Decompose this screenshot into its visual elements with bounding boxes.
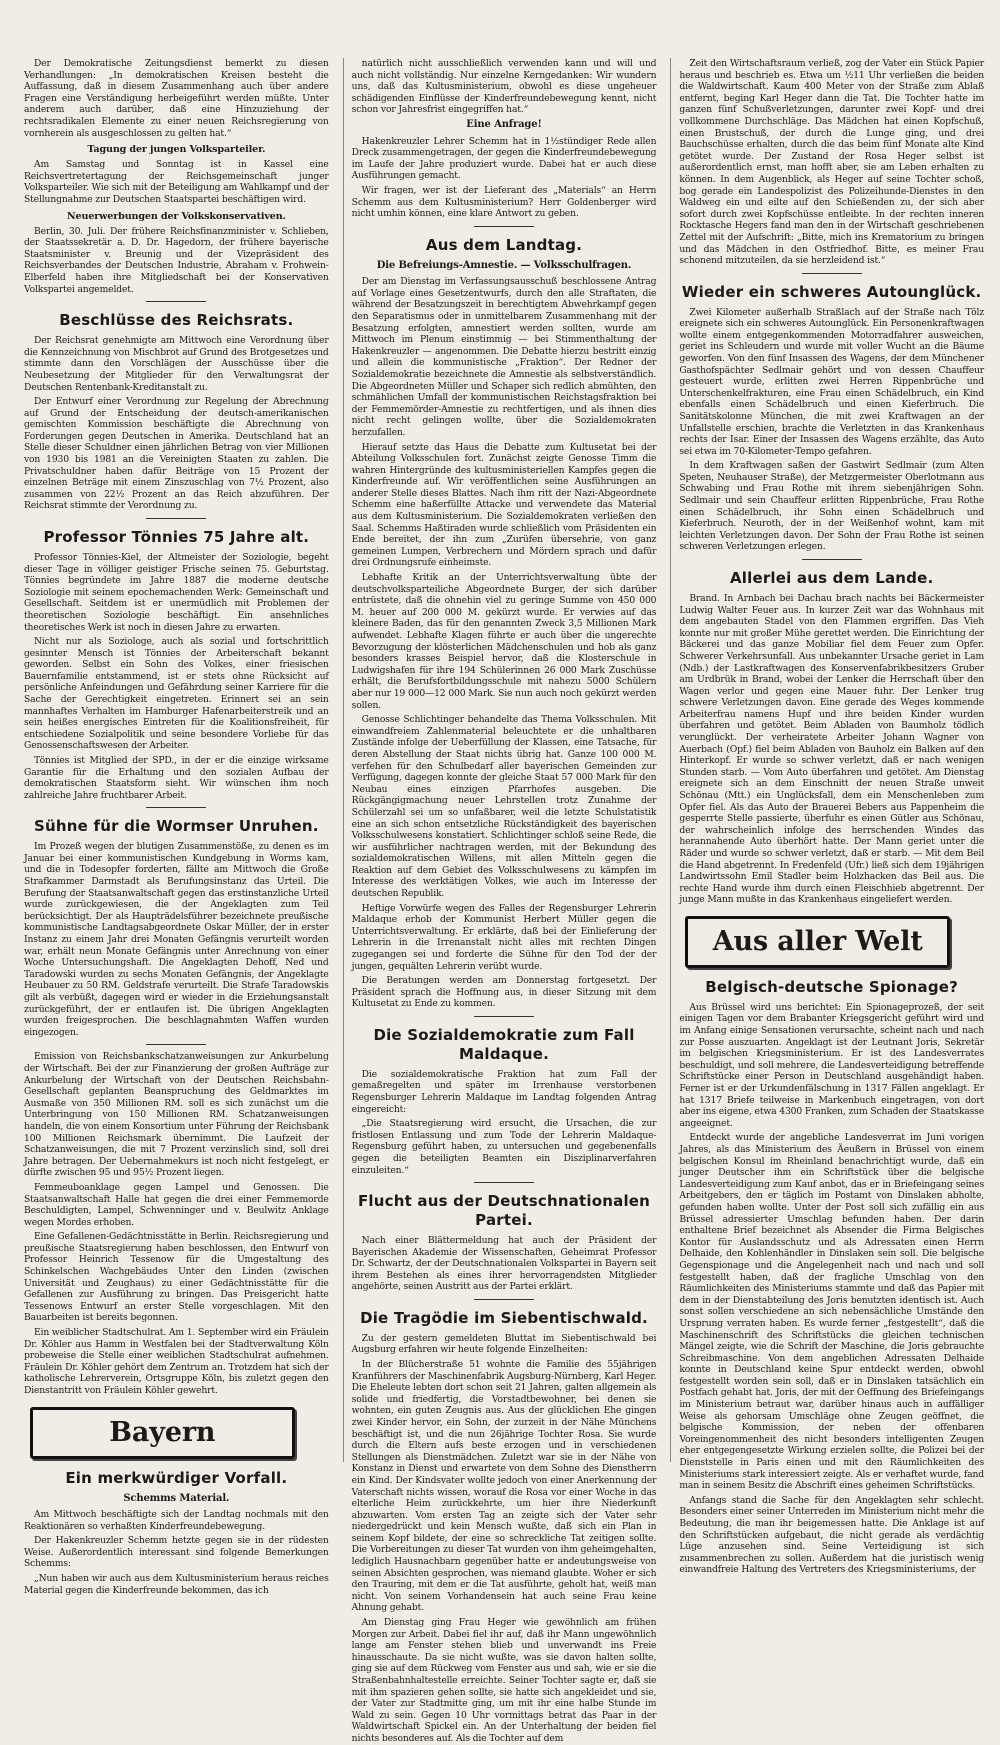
paragraph: Lebhafte Kritik an der Unterrichtsverwaltung übte der deutschvolksparteiliche Abgeordnete Burger, der sich darüber entrüstete, daß die ohnehin viel zu geringe Summe von 450 000 M. heuer auf 200 000 M. gekürzt wurde. Er verwies auf das kleinere Baden, das für den genannten Zweck 3,5 Millionen Mark aufwendet. Lebhafte Klagen führte er auch über die ungerechte Bevorzugung der klösterlichen Mädchenschulen und hob als ganz besonders krasses Beispiel hervor, daß die Klosterschule in Ludwigshafen für ihre 194 Schülerinnen 26 000 Mark Zuschüsse erhält, die Berufsfortbildungsschule mit nahezu 5000 Schülern aber nur 19 000—12 000 Mark. Sie nun auch noch gekürzt werden sollen. xyxy=(351,572,657,711)
paragraph: Professor Tönnies-Kiel, der Altmeister der Soziologie, begeht dieser Tage in völliger geistiger Frische seinen 75. Geburtstag. Tönnies begründete im Jahre 1887 die moderne deutsche Soziologie mit seinem epochemachenden Werk: Gemeinschaft und Gesellschaft. Seitdem ist er unermüdlich mit Problemen der theoretischen Soziologie beschäftigt. Ein ansehnliches theoretisches Werk ist noch in diesen Jahre zu erwarten. xyxy=(24,551,329,633)
paragraph: Emission von Reichsbankschatzanweisungen zur Ankurbelung der Wirtschaft. Bei der zur Finanzierung der großen Aufträge zur Ankurbelung der Wirtschaft von der Deutschen Reichsbahn-Gesellschaft geplanten Beanspruchung des Geldmarktes im Ausmaße von 350 Millionen RM. soll es sich zunächst um die Unterbringung von 150 Millionen RM. Schatzanweisungen handeln, die von einem Konsortium unter Führung der Reichsbank 100 Millionen Reichsmark übernimmt. Die Laufzeit der Schatzanweisungen, die mit 7 Prozent verzinslich sind, soll drei Jahre betragen. Der Uebernahmekurs ist noch nicht festgelegt, er dürfte zwischen 95 und 95½ Prozent liegen. xyxy=(24,1051,329,1179)
divider xyxy=(146,807,206,808)
subheading: Neuerwerbungen der Volkskonservativen. xyxy=(66,210,286,222)
paragraph: Aus Brüssel wird uns berichtet: Ein Spionageprozeß, der seit einigen Tagen vor dem Brabanter Kriegsgericht geführt wird und im Anfang einige Sensationen verursachte, scheint nach und nach zur Posse auszuarten. Angeklagt ist der Leutnant Joris, Sekretär im belgischen Kriegsministerium. Er ist des Landesverrates beschuldigt, und soll mehrere, die Landesverteidigung betreffende Schriftstücke einer Person in Deutschland ausgehändigt haben. Ferner ist er der Urkundenfälschung in 1317 Fällen angeklagt. Er hat 1317 Briefe teilweise in Markenbuch eingetragen, von dort aber ins eigene, etwa 4300 Franken, zum Schaden der Staatskasse angeeignet. xyxy=(679,1001,985,1129)
paragraph: Nicht nur als Soziologe, auch als sozial und fortschrittlich gesinnter Mensch ist Tönnies der Arbeiterschaft bekannt geworden. Selbst ein Sohn des Volkes, einer friesischen Bauernfamilie entstammend, ist er stets ohne Rücksicht auf persönliche Anfeindungen und Gefährdung seiner Karriere für die Sache der Gerechtigkeit eingetreten. Erinnert sei an sein mannhaftes Verhalten im Hamburger Hafenarbeiterstreik und an sein heißes energisches Eintreten für die Koalitionsfreiheit, für entschiedene Sozialpolitik und seine besondere Vorliebe für das Genossenschaftswesen der Arbeiter. xyxy=(24,636,329,752)
paragraph: Nach einer Blättermeldung hat auch der Präsident der Bayerischen Akademie der Wissenschaften, Geheimrat Professor Dr. Schwartz, der der Deutschnationalen Volkspartei in Bayern seit ihrem Bestehen als eines ihrer hervorragendsten Mitglieder angehörte, seinen Austritt aus der Partei erklärt. xyxy=(351,1234,657,1293)
divider xyxy=(802,559,862,560)
paragraph: Hakenkreuzler Lehrer Schemm hat in 1½stündiger Rede allen Dreck zusammengetragen, der gegen die Kinderfreundebewegung im Laufe der Jahre produziert wurde. Dabei hat er auch diese Ausführungen gemacht. xyxy=(351,135,657,182)
divider xyxy=(474,226,534,227)
paragraph: Heftige Vorwürfe wegen des Falles der Regensburger Lehrerin Maldaque erhob der Kommunist Herbert Müller gegen die Unterrichtsverwaltung. Er erklärte, daß bei der Einlieferung der Lehrerin in die Irrenanstalt nicht alles mit rechten Dingen zugegangen sei und forderte die Sühne für den Tod der der jungen, gequälten Lehrerin verübt wurde. xyxy=(351,902,657,972)
divider xyxy=(474,1016,534,1017)
paragraph: Anfangs stand die Sache für den Angeklagten sehr schlecht. Besonders einer seiner Unterreden im Ministerium nicht mehr die Bedeutung, die man ihr beigemessen hatte. Die Anklage ist auf den Schriftstücken aufgebaut, die nicht gerade als verdächtig Lüge anzusehen sind. Seine Verteidigung ist sich zusammenbrechen zu sollen. Außerdem hat die juristisch wenig einwandfreie Haltung des Vertreters des Kriegsministeriums, der xyxy=(679,1494,985,1576)
paragraph: Der Hakenkreuzler Schemm hetzte gegen sie in der rüdesten Weise. Außerordentlich interessant sind folgende Bemerkungen Schemms: xyxy=(24,1535,329,1570)
paragraph: „Nun haben wir auch aus dem Kultusministerium heraus reiches Material gegen die Kinderfreunde bekommen, das ich xyxy=(24,1573,329,1596)
paragraph: Femmeuboanklage gegen Lampel und Genossen. Die Staatsanwaltschaft Halle hat gegen die drei einer Femmemorde Beschuldigten, Lampel, Schwenninger und v. Beulwitz Anklage wegen Mordes erhoben. xyxy=(24,1181,329,1228)
paragraph: Eine Gefallenen-Gedächtnisstätte in Berlin. Reichsregierung und preußische Staatsregierung haben beschlossen, den Entwurf von Professor Heinrich Tessenow für die Umgestaltung des Schinkelschen Wachgebäudes Unter den Linden (zwischen Universität und Zeughaus) zu einer Gedächtnisstätte für die Gefallenen zur Ausführung zu bringen. Das Preisgericht hatte Tessenows Entwurf an erster Stelle vorgeschlagen. Mit den Bauarbeiten ist bereits begonnen. xyxy=(24,1231,329,1324)
article-headline: Allerlei aus dem Lande. xyxy=(729,569,934,588)
kicker: Schemms Material. xyxy=(123,1492,230,1504)
paragraph: Der Demokratische Zeitungsdienst bemerkt zu diesen Verhandlungen: „In demokratischen Kreisen besteht die Auffassung, daß in diesem Zusammenhang auch über andere Fragen eine Verständigung herbeigeführt werden müßte. Unter anderem auch darüber, daß eine Hinzuziehung der rechtsradikalen Elemente zu einer neuen Reichsregierung von vornherein als ausgeschlossen zu gelten hat.“ xyxy=(24,58,329,139)
section-banner-aus-aller-welt: Aus aller Welt xyxy=(685,916,950,968)
paragraph: Im Prozeß wegen der blutigen Zusammenstöße, zu denen es im Januar bei einer kommunistischen Kundgebung in Worms kam, und die in Todesopfer forderten, fällte am Mittwoch die Große Strafkammer Darmstadt als Berufungsinstanz das Urteil. Die Berufung der Staatsanwaltschaft gegen das erstinstanzliche Urteil wurde zurückgewiesen, die der Angeklagten zum Teil berücksichtigt. Der als Haupträdelsführer bezeichnete preußische kommunistische Landtagsabgeordnete Oskar Müller, der in erster Instanz zu einem Jahr drei Monaten Gefängnis verurteilt worden war, erhält neun Monate Gefängnis unter Anrechnung von einer Woche Untersuchungshaft. Die Angeklagten Dehoff, Ned und Taradowski wurden zu sechs Monaten Gefängnis, der Angeklagte Heubauer zu 50 RM. Geldstrafe verurteilt. Die Strafe Taradowskis gilt als verbüßt, dagegen wird er wieder in die Erziehungsanstalt zurückgeführt, der er entlaufen ist. Die übrigen Angeklagten wurden freigesprochen. Die beschlagnahmten Waffen wurden eingezogen. xyxy=(24,841,329,1038)
paragraph: „Die Staatsregierung wird ersucht, die Ursachen, die zur fristlosen Entlassung und zum Tode der Lehrerin Maldaque-Regensburg geführt haben, zu untersuchen und gegebenenfalls gegen die beteiligten Beamten ein Disziplinarverfahren einzuleiten.“ xyxy=(351,1118,657,1176)
article-headline: Wieder ein schweres Autounglück. xyxy=(681,282,982,301)
paragraph: Genosse Schlichtinger behandelte das Thema Volksschulen. Mit einwandfreiem Zahlenmaterial beleuchtete er die unhaltbaren Zustände infolge der Ueberfüllung der Klassen, eine Tatsache, für deren Abstellung der Staat nichts übrig hat. Ganze 100 000 M. verfehen für den Schulbedarf aller bayerischen Gemeinden zur Verfügung, dagegen konnte der gleiche Staat 57 000 Mark für den Neubau eines einzigen Pfarrhofes ausgeben. Die Rückgängigmachung neuer Lehrstellen trotz Zunahme der Schülerzahl sei um so unfaßbarer, weil die letzte Schulstatistik eine an sich schon entsetzliche Rückständigkeit des bayerischen Volksschulwesens konstatiert. Schlichtinger schloß seine Rede, die wir ausführlicher nachtragen werden, mit der Bekundung des sozialdemokratischen Willens, mit allen Mitteln gegen die Reaktion auf dem Gebiet des Volksschulwesens zu kämpfen im Interesse des werktätigen Volkes, wie auch im Interesse der deutschen Republik. xyxy=(351,714,657,900)
paragraph: Berlin, 30. Juli. Der frühere Reichsfinanzminister v. Schlieben, der Staatssekretär a. D. Dr. Hagedorn, der frühere bayerische Staatsminister v. Breunig und der Vizepräsident des Reichsverbandes der Deutschen Industrie, Abraham v. Frohwein-Elberfeld haben ihre Mitgliedschaft bei der Konservativen Volkspartei angemeldet. xyxy=(24,225,329,295)
divider xyxy=(146,1044,206,1045)
article-headline: Professor Tönnies 75 Jahre alt. xyxy=(43,528,310,547)
paragraph: Am Dienstag ging Frau Heger wie gewöhnlich am frühen Morgen zur Arbeit. Dabei fiel ihr auf, daß ihr Mann ungewöhnlich lange am Fenster stehen blieb und unverwandt ins Freie hinausschaute. Da sie nicht wußte, was sie davon halten sollte, ging sie auf dem Rückweg vom Fenster aus und sah, wie er sie die Straßenbahnhaltestelle erreichte. Seiner Tochter sagte er, daß sie mit ihm spazieren gehen sollte, sie hatte sich angekleidet und sie, der Vater zur Stadtmitte ging, um mit ihr eine halbe Stunde im Wald zu sein. Gegen 10 Uhr vormittags betrat das Paar in der Waldwirtschaft Spickel ein. An der Unterhaltung der beiden fiel nichts besonderes auf. Als die Tochter auf dem xyxy=(351,1617,657,1744)
kicker: Eine Anfrage! xyxy=(466,118,542,130)
paragraph: Die sozialdemokratische Fraktion hat zum Fall der gemaßregelten und später im Irrenhause verstorbenen Regensburger Lehrerin Maldaque im Landtag folgenden Antrag eingereicht: xyxy=(351,1068,657,1115)
paragraph: Die Beratungen werden am Donnerstag fortgesetzt. Der Präsident sprach die Hoffnung aus, in dieser Sitzung mit dem Kultusetat zu Ende zu kommen. xyxy=(351,975,657,1010)
paragraph: Tönnies ist Mitglied der SPD., in der er die einzige wirksame Garantie für die Erhaltung und den sozialen Aufbau der demokratischen Staatsform sieht. Wir wünschen ihm noch zahlreiche Jahre fruchtbarer Arbeit. xyxy=(24,755,329,801)
article-headline: Die Tragödie im Siebentischwald. xyxy=(360,1308,648,1327)
paragraph: Zu der gestern gemeldeten Bluttat im Siebentischwald bei Augsburg erfahren wir heute folgende Einzelheiten: xyxy=(351,1332,657,1356)
paragraph: Der Reichsrat genehmigte am Mittwoch eine Verordnung über die Kennzeichnung von Mischbrot auf Grund des Brotgesetzes und stimmte dann den Vorschlägen der Ausschüsse über die Neubesetzung der Mitglieder für den Verwaltungsrat der Deutschen Rentenbank-Kreditanstalt zu. xyxy=(24,335,329,393)
column-left xyxy=(24,58,329,1596)
divider xyxy=(802,273,862,274)
article-headline: Ein merkwürdiger Vorfall. xyxy=(65,1468,288,1487)
column-middle xyxy=(343,58,657,1744)
section-banner-bayern: Bayern xyxy=(30,1407,295,1459)
divider xyxy=(146,518,206,519)
article-headline: Beschlüsse des Reichsrats. xyxy=(59,311,294,330)
divider xyxy=(474,1182,534,1183)
article-headline: Sühne für die Wormser Unruhen. xyxy=(34,817,319,836)
paragraph: Wir fragen, wer ist der Lieferant des „Materials“ an Herrn Schemm aus dem Kultusministerium? Herr Goldenberger wird nicht umhin können, eine klare Antwort zu geben. xyxy=(351,184,657,220)
subheading: Tagung der jungen Volksparteiler. xyxy=(87,144,266,156)
divider xyxy=(474,1299,534,1300)
divider xyxy=(146,301,206,302)
paragraph: Am Mittwoch beschäftigte sich der Landtag nochmals mit den Reaktionären so verhaßten Kinderfreundebewegung. xyxy=(24,1509,329,1532)
paragraph: Hierauf setzte das Haus die Debatte zum Kultusetat bei der Abteilung Volksschulen fort. Zunächst zeigte Genosse Timm die wahren Hintergründe des kultusministeriellen Kampfes gegen die Kinderfreunde auf. Wir veröffentlichen seine Ausführungen an anderer Stelle dieses Blattes. Nach ihm ritt der Nazi-Abgeordnete Schemm eine haßerfüllte Attacke und verwendete das Material aus dem Kultusministerium. Die Sozialdemokraten verließen den Saal. Schemms Haßtiraden wurde schließlich vom Präsidenten ein Ende bereitet, der ihn zum „Zurüfen übersehrie, von ganz gemeinen Lumpen, Verbrechern und Mördern sprach und dafür drei Ordnungsrufe einheimste. xyxy=(351,441,657,569)
article-headline: Belgisch-deutsche Spionage? xyxy=(705,977,959,996)
article-headline: Die Sozialdemokratie zum Fall Maldaque. xyxy=(373,1026,635,1063)
paragraph: Der Entwurf einer Verordnung zur Regelung der Abrechnung auf Grund der Entscheidung der deutsch-amerikanischen gemischten Kommission beschäftigte die Abrechnung von Forderungen gegen Deutschen in Amerika. Deutschland hat an Stelle dieser Schuldner einen jährlichen Betrag von vier Millionen von 1930 bis 1981 an die Vereinigten Staaten zu zahlen. Die Privatschuldner haben dafür Beiträge von 15 Prozent der einzelnen Beträge mit einem Zinszuschlag von 7½ Prozent, also zusammen von 22½ Prozent an das Reich abzuführen. Der Reichsrat stimmte der Verordnung zu. xyxy=(24,396,329,512)
kicker: Die Befreiungs-Amnestie. — Volksschulfragen. xyxy=(376,259,632,271)
paragraph: Zeit den Wirtschaftsraum verließ, zog der Vater ein Stück Papier heraus und beschrieb es. Etwa um ½11 Uhr verließen die beiden die Waldwirtschaft. Kaum 400 Meter von der Straße zum Ablaß entfernt, beging Karl Heger dann die Tat. Die Tochter hatte im ganzen fünf Schußverletzungen, darunter zwei Kopf- und drei vollkommene Durchschläge. Das Mädchen hat einen Kopfschuß, einen Brustschuß, der durch die Lunge ging, und drei Bauchschüsse erhalten, durch die das beim fünf Monate alte Kind getötet wurde. Der Zustand der Rosa Heger selbst ist außerordentlich ernst, man hofft aber, sie am Leben erhalten zu können. In dem Augenblick, als Heger auf seine Tochter schoß, bog gerade ein Landespolizist des Polizeihunde-Dienstes in den Waldweg ein und eilte auf den Schießenden zu, der sich aber sofort durch zwei Kopfschüsse entleibte. In der rechten inneren Rocktasche Hegers fand man den in der Wirtschaft geschriebenen Zettel mit der Aufschrift: „Bitte, mich ins Krematorium zu bringen und das Mädchen in den Ostfriedhof. Bitte, es meiner Frau schonend mitzuteilen, da sie herzleidend ist.“ xyxy=(679,58,985,267)
article-headline: Aus dem Landtag. xyxy=(425,235,583,254)
paragraph: Der am Dienstag im Verfassungsausschuß beschlossene Antrag auf Vorlage eines Gesetzentwurfs, durch den alle Straftaten, die während der Besatzungszeit in berechtigtem Abwehrkampf gegen den Separatismus oder in unmittelbarem Zusammenhang mit der Besatzung erfolgten, amnestiert werden sollten, wurde am Mittwoch im Plenum einstimmig — bei Stimmenthaltung der Hakenkreuzler — angenommen. Die Debatte hierzu bestritt einzig und allein die kommunistische „Fraktion“. Der Redner der Sozialdemokratie bezeichnete die Amnestie als selbstverständlich. Die Abgeordneten Müller und Schaper sich redlich abmühten, den schmählichen Umfall der kommunistischen Reichstagsfraktion bei der Femmemörder-Amnestie zu rechtfertigen, und als ihnen dies nicht recht gelingen wollte, über die Sozialdemokraten herzufallen. xyxy=(351,276,657,438)
column-right xyxy=(670,58,985,1576)
paragraph: Zwei Kilometer außerhalb Straßlach auf der Straße nach Tölz ereignete sich ein schweres Autounglück. Ein Personenkraftwagen wollte einem entgegenkommenden Motorradfahrer ausweichen, geriet ins Schleudern und wurde mit voller Wucht an die Bäume geworfen. Von den fünf Insassen des Wagens, der dem Münchener Gasthofspächter Sedlmair gehört und von dessen Chauffeur gesteuert wurde, erlitten zwei Herren Rippenbrüche und Unterschenkelfrakturen, eine Frau einen Schädelbruch, ein Kind ebenfalls einen Schädelbruch und einen Kieferbruch. Die Sanitätskolonne München, die mit zwei Kraftwagen an der Unfallstelle erschien, brachte die Verletzten in das Krankenhaus rechts der Isar. Einer der Insassen des Wagens erzählte, das Auto sei etwa im 70-Kilometer-Tempo gefahren. xyxy=(679,306,985,457)
article-headline: Flucht aus der Deutschnationalen Partei. xyxy=(357,1192,651,1230)
paragraph: natürlich nicht ausschließlich verwenden kann und will und auch nicht vollständig. Nur einzelne Kerngedanken: Wir wundern uns, daß das Kultusministerium, obwohl es diese ungeheuer schädigenden Einflüsse der Kinderfreundebewegung kennt, nicht schon vor Jahresfrist eingegriffen hat.“ xyxy=(351,58,657,116)
paragraph: In der Blücherstraße 51 wohnte die Familie des 55jährigen Kranführers der Maschinenfabrik Augsburg-Nürnberg, Karl Heger. Die Eheleute lebten dort schon seit 21 Jahren, galten allgemein als solide und friedfertig, die Vorstadtbewohner, bei denen sie wohnten, ein guten Zeugnis aus. Aus der glücklichen Ehe gingen zwei Kinder hervor, ein Sohn, der zurzeit in der Nähe Münchens beschäftigt ist, und die nun 26jährige Tochter Rosa. Sie wurde durch die Eltern aufs beste erzogen und in verschiedenen Stellungen als Dienstmädchen. Zuletzt war sie in der Nähe von Konstanz in Dienst und erwartete von dem Sohne des Dienstherrn ein Kind. Der Kindsvater wollte jedoch von einer Anerkennung der Vaterschaft nichts wissen, worauf die Rosa vor einer Woche in das elterliche Heim zurückkehrte, um hier ihre Niederkunft abzuwarten. Vom ersten Tag an zeigte sich der Vater sehr niedergedrückt und kein Mensch wußte, daß sich ein Plan in seinem Kopf bildete, der eine so schreckliche Tat zeitigen sollte. Die Vorbereitungen zu dieser Tat wurden von ihm geheimgehalten, lediglich Hausnachbarn gegenüber hatte er andeutungsweise von seinen Absichten gesprochen, was niemand glaubte. Woher er sich den Trauring, mit dem er die Tat ausführte, geholt hat, weiß man nicht. Von seinem Vorhandensein hat auch seine Frau keine Ahnung gehabt. xyxy=(351,1358,657,1614)
paragraph: In dem Kraftwagen saßen der Gastwirt Sedlmair (zum Alten Speten, Neuhauser Straße), der Metzgermeister Oberlotmann aus Schwabing und Frau Rothe mit ihrem siebenjährigen Sohn. Sedlmair und sein Chauffeur erlitten Rippenbrüche, Frau Rothe einen Schädelbruch, ihr Sohn einen Schädelbruch und Kieferbruch. Neuroth, der in der Weißenhof wohnt, kam mit leichten Verletzungen davon. Der Sohn der Frau Rothe ist seinen schweren Verletzungen erlegen. xyxy=(679,460,985,553)
paragraph: Ein weiblicher Stadtschulrat. Am 1. September wird ein Fräulein Dr. Köhler aus Hamm in Westfalen bei der Stadtverwaltung Köln probeweise die Stelle einer weiblichen Stadtschulrat aufnehmen. Fräulein Dr. Köhler gehört dem Zentrum an. Trotzdem hat sich der katholische Lehrerverein, Ortsgruppe Köln, bis zuletzt gegen den Dienstantritt von Fräulein Köhler gewehrt. xyxy=(24,1327,329,1397)
paragraph: Entdeckt wurde der angebliche Landesverrat im Juni vorigen Jahres, als das Ministerium des Äeußern in Brüssel von einem belgischen Konsul im Rheinland benachrichtigt wurde, daß ein junger Deutscher ihm ein Schriftstück über die belgische Landesverteidigung zum Kauf anbot, das er in Briefeingang seines Arbeitgebers, den er täglich im Postamt von Dinslaken abholte, gefunden haben wollte. Unter der Post soll sich zufällig ein aus Brüssel adressierter Umschlag befunden haben. Der darin enthaltene Brief bezeichnet als Absender die Firma Belgisches Kontor für Auslandsschutz und als Adressaten einen Herrn Delhaide, den Kohlenhändler in Dinslaken sein soll. Die belgische Gegenspionage und die Angelegenheit nach und nach und soll festgestellt haben, daß der fragliche Umschlag von den Räumlichkeiten des Ministeriums stammte und daß das Papier mit dem in der Dienstabteilung des Joris benutzten identisch ist. Auch sonst sollen verschiedene an sich nebensächliche Umstände den Ursprung verraten haben. Es wurde ferner „festgestellt“, daß die Maschinenschrift des Schriftstücks die gleichen technischen Mängel zeigte, wie die Schrift der Maschine, die Joris gebrauchte Schreibmaschine. Von dem angeblichen Adressaten Delhaide konnte in Deutschland keine Spur entdeckt werden, obwohl festgestellt worden sein soll, daß er in Dinslaken tatsächlich ein Postfach gehabt hat. Joris, der mit der Oeffnung des Briefeingangs im Ministerium betraut war, darüber hinaus auch in auffälliger Weise als gehorsam Umschläge ohne Zeugen geöffnet, die belgische Kommission, der neben der offenbaren Voreingenommenheit des nicht besonders intelligenten Zeugen eher entgegengesetzte Wirkung erzielen sollte, die Polizei bei der Dienststelle in Paris einen und mit den Räumlichkeiten des Ministeriums stark interessiert zeigte. Als er verhaftet wurde, fand man in seinem Besitz die Abschrift eines geheimen Schriftstücks. xyxy=(679,1132,985,1492)
paragraph: Brand. In Arnbach bei Dachau brach nachts bei Bäckermeister Ludwig Walter Feuer aus. In kurzer Zeit war das Wohnhaus mit dem angebauten Stadel von den Flammen ergriffen. Das Vieh konnte nur mit großer Mühe gerettet werden. Die Einrichtung der Bäckerei und das ganze Mobiliar fiel dem Feuer zum Opfer. Schwerer Verkehrsunfall. Aus unbekannter Ursache geriet in Lam (Ndb.) der Lastkraftwagen des Konservenfabrikbesitzers Gruber am Urdbrük in Brand, wobei der Lenker die Herrschaft über den Wagen verlor und gegen eine Mauer fuhr. Der Lenker trug schwere Verletzungen davon. Eine gerade des Weges kommende Arbeiterfrau namens Hupf und ihre beiden Kinder wurden überfahren und getötet. Beim Abladen von Baumholz tödlich verunglückt. Der verheiratete Arbeiter Johann Wagner von Auerbach (Opf.) fiel beim Abladen von Bauholz ein Balken auf den Hinterkopf. Er wurde so schwer verletzt, daß er nach wenigen Stunden starb. — Vom Auto überfahren und getötet. Am Dienstag ereignete sich an dem Einschnitt der neuen Straße unweit Schönau (Mtt.) ein Unglücksfall, dem ein Menschenleben zum Opfer fiel. Als das Auto der Brauerei Bebers aus Pappenheim die gesperrte Stelle passierte, überfuhr es einen Gütler aus Schönau, der wahrscheinlich infolge des herrschenden Windes das herannahende Auto überhört hatte. Der Mann geriet unter die Räder und wurde so schwer verletzt, daß er starb. — Mit dem Beil die Hand abgetrennt. In Fredenfeld (Ufr.) ließ sich dem 19jährigen Landwirtssohn Emil Stadler beim Holzhacken das Beil aus. Die rechte Hand wurde ihm durch einen Fleischhieb abgetrennt. Der junge Mann mußte in das Krankenhaus eingeliefert werden. xyxy=(679,592,985,906)
paragraph: Am Samstag und Sonntag ist in Kassel eine Reichsvertretertagung der Reichsgemeinschaft junger Volksparteiler. Wie sich mit der Beteiligung am Wahlkampf und der Stellungnahme zur Deutschen Staatspartei beschäftigen wird. xyxy=(24,159,329,206)
